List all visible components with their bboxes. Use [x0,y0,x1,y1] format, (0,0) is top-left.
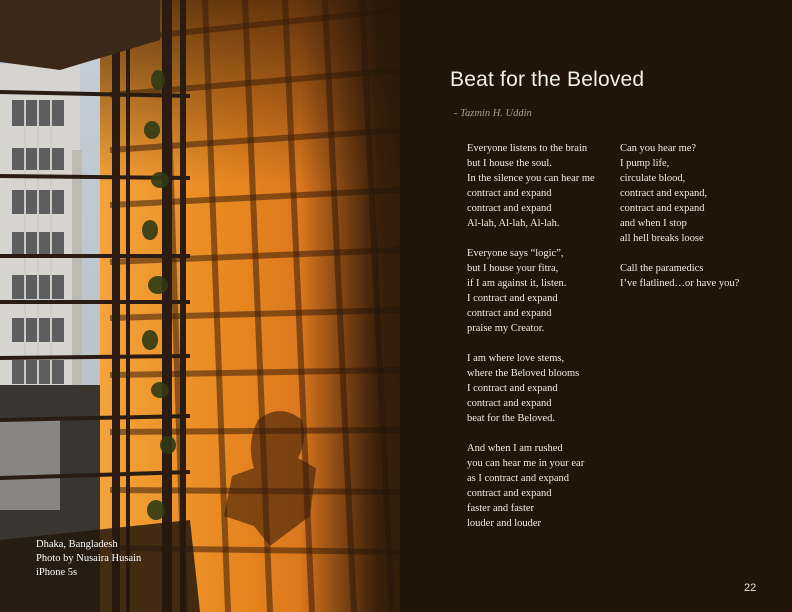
poem-author: - Tazmin H. Uddin [454,108,532,119]
poem-line: contract and expand [467,188,552,199]
poem-line: Everyone says “logic”, [467,248,564,259]
poem-line: but I house your fitra, [467,263,559,274]
poem-line: as I contract and expand [467,473,570,484]
poem-stanza [620,141,739,246]
poem-line: praise my Creator. [467,323,545,334]
poem-line: contract and expand [467,203,552,214]
poem-line: beat for the Beloved. [467,413,556,424]
poem-line: where the Beloved blooms [467,368,580,379]
poem-line: contract and expand, [620,188,708,199]
poem-stanza [467,441,595,531]
poem-line: louder and louder [467,518,542,529]
poem-line: contract and expand [467,308,552,319]
poem-line: contract and expand [467,488,552,499]
caption-credit: Photo by Nusaira Husain [36,553,142,564]
poem-line: faster and faster [467,503,535,514]
poem-column-right [620,141,739,291]
poem-line: if I am against it, listen. [467,278,567,289]
poem-line: contract and expand [620,203,705,214]
poem-column-left [467,141,595,531]
poem-line: Can you hear me? [620,143,697,154]
poem-line: you can hear me in your ear [467,458,585,469]
poem-line: I contract and expand [467,293,558,304]
poem-line: Everyone listens to the brain [467,143,588,154]
poem-line: circulate blood, [620,173,686,184]
poem-stanza [467,246,595,336]
poem-line: I’ve flatlined…or have you? [620,278,740,289]
poem-line: contract and expand [467,398,552,409]
poem-line: Call the paramedics [620,263,704,274]
poem-line: but I house the soul. [467,158,552,169]
poem-stanza [620,261,739,291]
poem-line: I pump life, [620,158,670,169]
photo-caption [36,538,141,580]
poem-stanza [467,141,595,231]
page-number: 22 [744,582,757,594]
poem-line: all hell breaks loose [620,233,704,244]
poem-title: Beat for the Beloved [450,68,645,91]
poem-line: In the silence you can hear me [467,173,595,184]
poem-line: I am where love stems, [467,353,565,364]
caption-location: Dhaka, Bangladesh [36,539,118,550]
poem-line: and when I stop [620,218,687,229]
poem-line: Al-lah, Al-lah, Al-lah. [467,218,560,229]
caption-device: iPhone 5s [36,567,78,578]
poem-stanza [467,351,595,426]
poem-line: I contract and expand [467,383,558,394]
poem-line: And when I am rushed [467,443,563,454]
